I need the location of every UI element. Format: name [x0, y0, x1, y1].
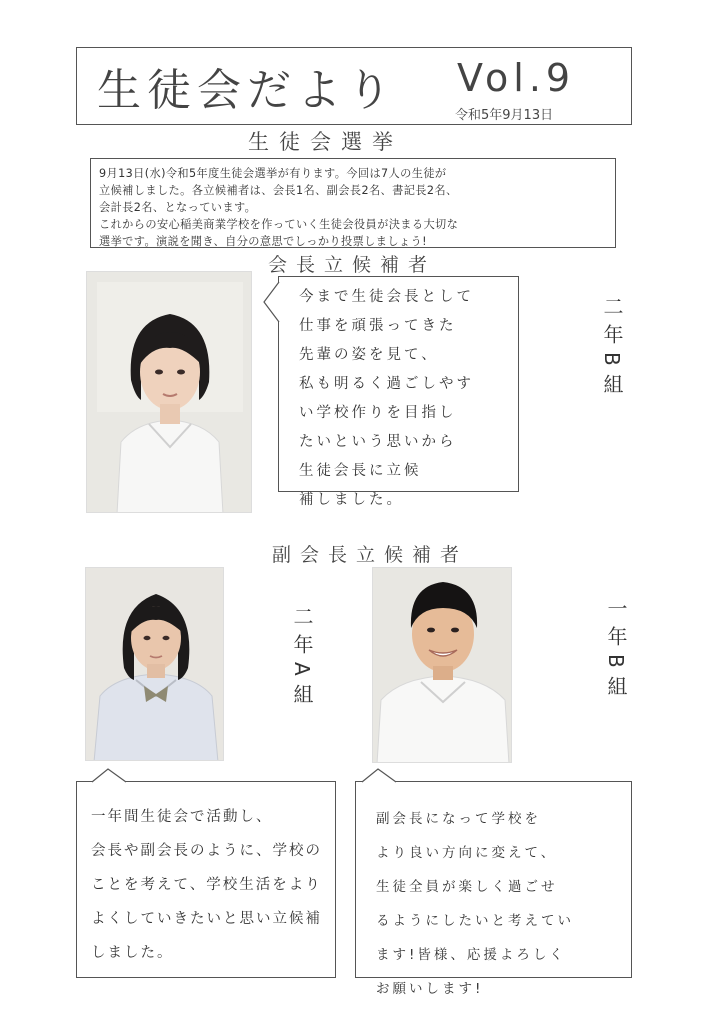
- speech-line: い学校作りを目指し: [299, 405, 457, 421]
- president-candidate-photo: [86, 271, 252, 513]
- intro-line: 選挙です。演説を聞き、自分の意思でしっかり投票しましょう!: [99, 235, 427, 248]
- speech-line: たいという思いから: [299, 434, 457, 450]
- speech-line: 生徒会長に立候: [299, 463, 422, 479]
- speech-line: 今まで生徒会長として: [299, 289, 474, 305]
- president-grade-label: 二年B組: [600, 296, 624, 402]
- intro-line: これからの安心稲美商業学校を作っていく生徒会役員が決まる大切な: [99, 218, 459, 231]
- vice-candidate-b-photo: [372, 567, 512, 763]
- volume-number: Vol.9: [457, 56, 576, 100]
- speech-line: るようにしたいと考えてい: [376, 913, 574, 929]
- speech-line: 会長や副会長のように、学校の: [91, 843, 322, 859]
- vice-candidate-a-speech-bubble: [76, 781, 336, 978]
- bubble-tail: [262, 282, 282, 324]
- vice-candidate-b-speech-bubble: [355, 781, 632, 997]
- speech-line: 生徒全員が楽しく過ごせ: [376, 879, 558, 895]
- speech-line: 私も明るく過ごしやす: [299, 376, 474, 392]
- speech-line: ことを考えて、学校生活をより: [91, 877, 322, 893]
- intro-line: 9月13日(水)令和5年度生徒会選挙が有ります。今回は7人の生徒が: [99, 167, 447, 180]
- speech-line: ます!皆様、応援よろしく: [376, 947, 566, 963]
- intro-line: 会計長2名、となっています。: [99, 201, 257, 214]
- speech-line: しました。: [91, 945, 174, 961]
- speech-line: 補しました。: [299, 492, 404, 508]
- speech-line: 先輩の姿を見て、: [299, 347, 439, 363]
- bubble-tail: [360, 768, 400, 784]
- election-intro: [90, 158, 616, 248]
- speech-line: より良い方向に変えて、: [376, 845, 558, 861]
- vice-president-heading: 副会長立候補者: [272, 544, 469, 566]
- newsletter-title: 生徒会だより: [97, 65, 397, 116]
- election-heading: 生徒会選挙: [248, 130, 403, 154]
- speech-line: よくしていきたいと思い立候補: [91, 911, 322, 927]
- president-speech-bubble: [278, 276, 519, 508]
- vice-candidate-a-grade-label: 二年A組: [290, 606, 314, 712]
- speech-line: 副会長になって学校を: [376, 811, 541, 827]
- issue-date: 令和5年9月13日: [455, 108, 554, 123]
- president-heading: 会長立候補者: [268, 254, 437, 276]
- speech-line: 仕事を頑張ってきた: [299, 318, 457, 334]
- speech-line: 一年間生徒会で活動し、: [91, 809, 273, 825]
- masthead: [76, 47, 632, 125]
- speech-line: お願いします!: [376, 981, 484, 997]
- bubble-tail: [90, 768, 130, 784]
- vice-candidate-b-grade-label: 一年B組: [604, 598, 628, 704]
- vice-candidate-a-photo: [85, 567, 224, 761]
- intro-line: 立候補しました。各立候補者は、会長1名、副会長2名、書記長2名、: [99, 184, 458, 197]
